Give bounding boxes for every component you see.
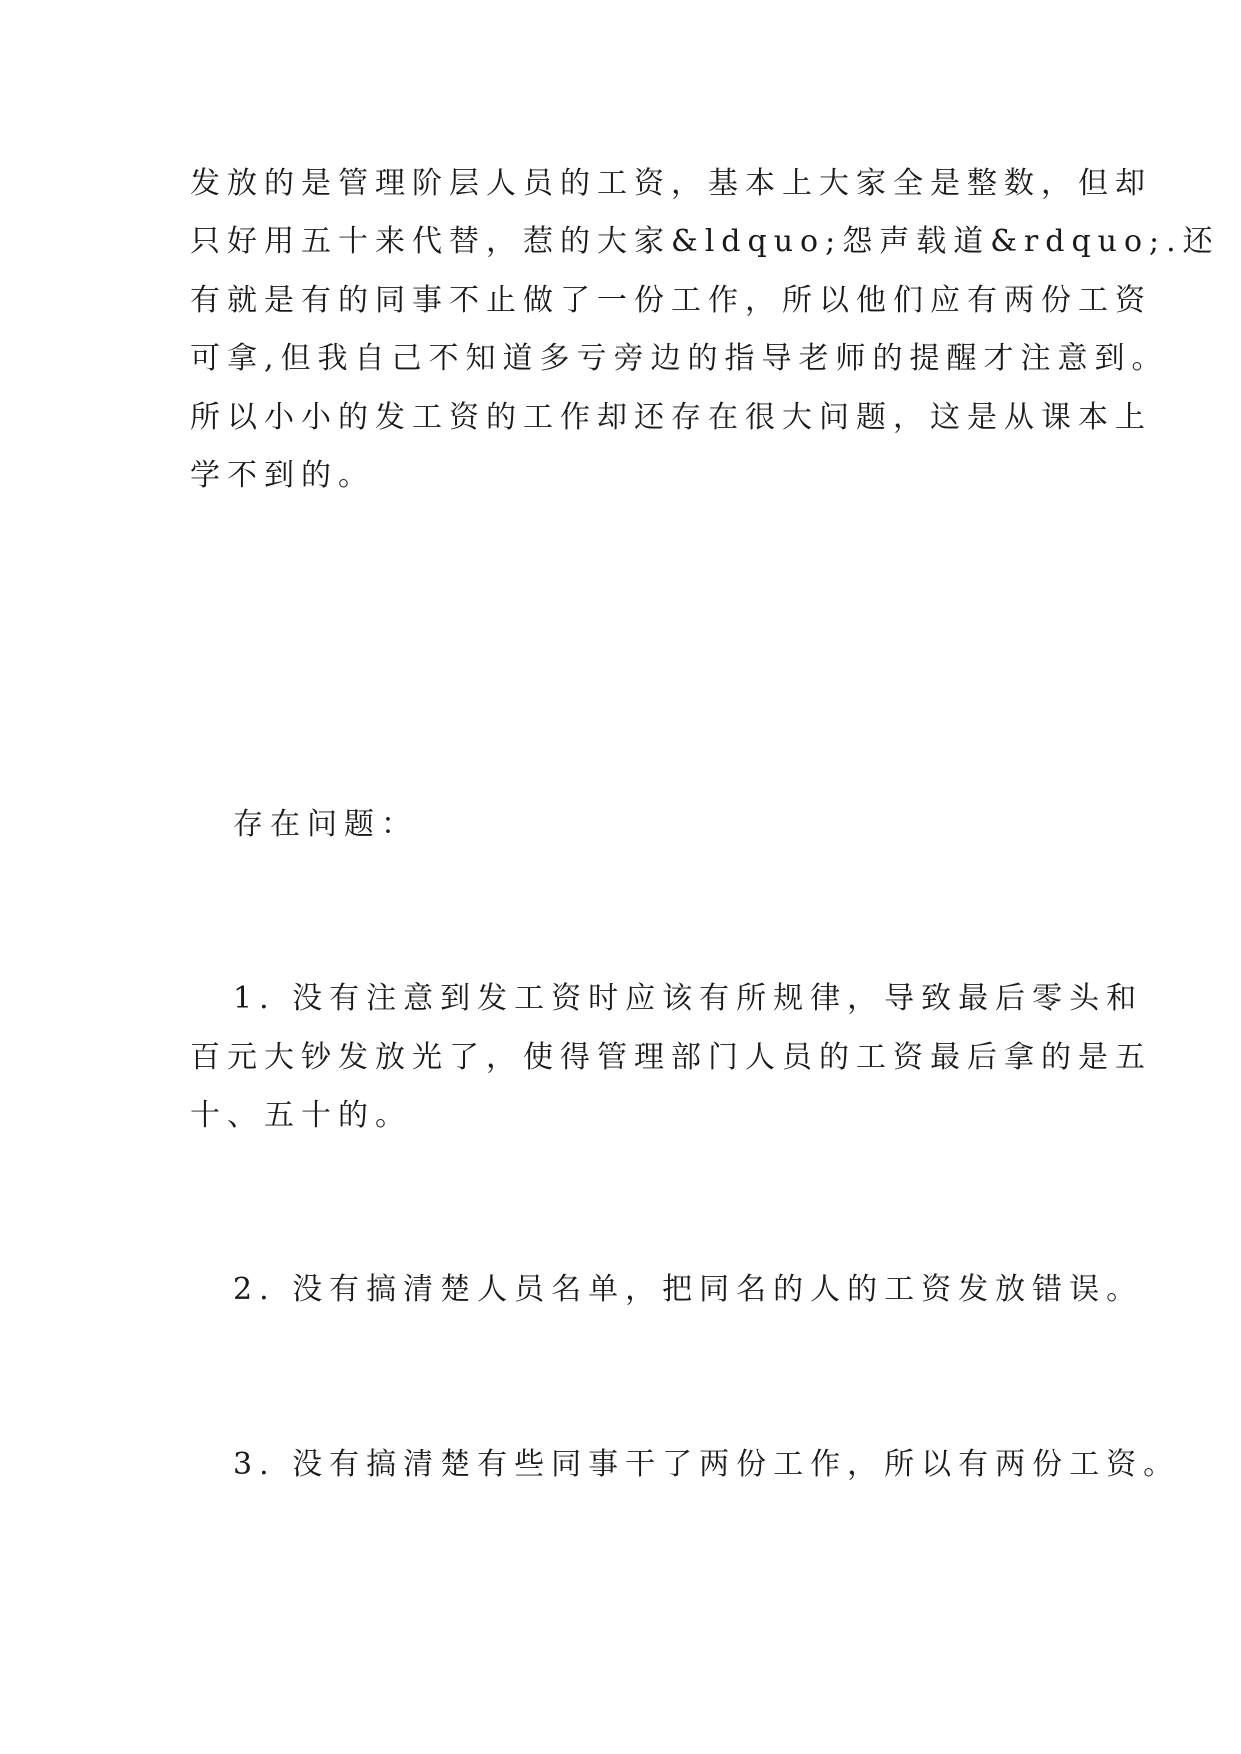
paragraph-line: 发放的是管理阶层人员的工资，基本上大家全是整数，但却 xyxy=(190,166,1152,201)
paragraph-line: 学不到的。 xyxy=(190,458,375,493)
section-heading: 存在问题： xyxy=(233,807,418,842)
paragraph-line: 所以小小的发工资的工作却还存在很大问题，这是从课本上 xyxy=(190,400,1152,435)
list-item-1-line: 百元大钞发放光了，使得管理部门人员的工资最后拿的是五 xyxy=(190,1040,1152,1075)
list-item-1-line: 1. 没有注意到发工资时应该有所规律，导致最后零头和 xyxy=(233,981,1144,1016)
list-item-2: 2. 没有搞清楚人员名单，把同名的人的工资发放错误。 xyxy=(233,1272,1144,1307)
list-item-1-line: 十、五十的。 xyxy=(190,1098,412,1133)
paragraph-line: 有就是有的同事不止做了一份工作，所以他们应有两份工资 xyxy=(190,283,1152,318)
paragraph-line: 只好用五十来代替，惹的大家&ldquo;怨声载道&rdquo;.还 xyxy=(190,224,1220,259)
paragraph-line: 可拿,但我自己不知道多亏旁边的指导老师的提醒才注意到。 xyxy=(190,341,1169,376)
list-item-3: 3. 没有搞清楚有些同事干了两份工作，所以有两份工资。 xyxy=(233,1447,1181,1482)
